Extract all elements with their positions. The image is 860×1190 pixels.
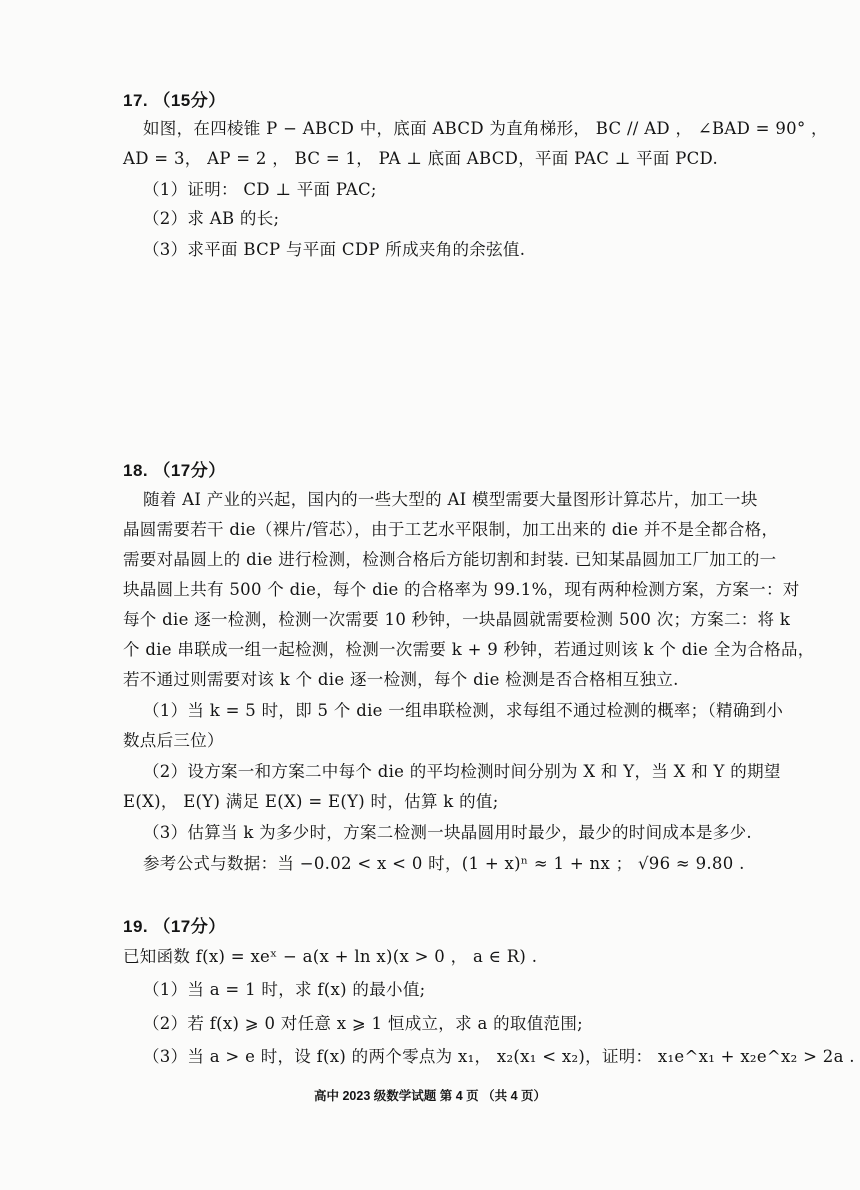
question-19-part-2: （2）若 f(x) ⩾ 0 对任意 x ⩾ 1 恒成立，求 a 的取值范围; xyxy=(143,1014,583,1033)
question-18-line: 若不通过则需要对该 k 个 die 逐一检测，每个 die 检测是否合格相互独立. xyxy=(123,670,679,689)
question-17-line: AD = 3， AP = 2 ， BC = 1， PA ⊥ 底面 ABCD，平面 PAC ⊥ 平面 PCD. xyxy=(123,149,719,168)
question-17-header: 17. （15分） xyxy=(123,91,226,110)
question-17-part-2: （2）求 AB 的长; xyxy=(143,209,280,228)
question-19-line: 已知函数 f(x) = xeˣ − a(x + ln x)(x > 0 ， a ∈ R) . xyxy=(123,947,538,966)
question-18-header: 18. （17分） xyxy=(123,461,226,480)
question-18-line: 随着 AI 产业的兴起，国内的一些大型的 AI 模型需要大量图形计算芯片，加工一块 xyxy=(143,490,758,509)
question-19-part-3: （3）当 a > e 时，设 f(x) 的两个零点为 x₁， x₂(x₁ < x₂)，证明： x₁e^x₁ + x₂e^x₂ > 2a . xyxy=(143,1047,855,1066)
question-18-line: E(X)， E(Y) 满足 E(X) = E(Y) 时，估算 k 的值; xyxy=(123,792,499,811)
question-18-line: 个 die 串联成一组一起检测，检测一次需要 k + 9 秒钟，若通过则该 k 个 die 全为合格品， xyxy=(123,640,815,659)
page-footer: 高中 2023 级数学试题 第 4 页 （共 4 页） xyxy=(314,1089,546,1103)
question-18-line: 每个 die 逐一检测，检测一次需要 10 秒钟，一块晶圆就需要检测 500 次；方案二：将 k xyxy=(123,610,791,629)
question-17-part-3: （3）求平面 BCP 与平面 CDP 所成夹角的余弦值. xyxy=(143,240,526,259)
question-17-part-1: （1）证明： CD ⊥ 平面 PAC; xyxy=(143,180,377,199)
question-18-reference: 参考公式与数据：当 −0.02 < x < 0 时，(1 + x)ⁿ ≈ 1 + nx ； √96 ≈ 9.80 . xyxy=(143,854,745,873)
question-18-line: 需要对晶圆上的 die 进行检测，检测合格后方能切割和封装. 已知某晶圆加工厂加工的一 xyxy=(123,550,777,569)
question-19-header: 19. （17分） xyxy=(123,917,226,936)
question-18-part-2: （2）设方案一和方案二中每个 die 的平均检测时间分别为 X 和 Y，当 X 和 Y 的期望 xyxy=(143,762,781,781)
question-18-part-1: （1）当 k = 5 时，即 5 个 die 一组串联检测，求每组不通过检测的概率；（精确到小 xyxy=(143,701,784,720)
question-19-part-1: （1）当 a = 1 时，求 f(x) 的最小值; xyxy=(143,980,426,999)
question-18-line: 数点后三位） xyxy=(123,731,224,750)
question-18-line: 晶圆需要若干 die（裸片/管芯），由于工艺水平限制，加工出来的 die 并不是全都合格， xyxy=(123,520,779,539)
question-18-part-3: （3）估算当 k 为多少时，方案二检测一块晶圆用时最少，最少的时间成本是多少. xyxy=(143,823,752,842)
question-17-line: 如图，在四棱锥 P − ABCD 中，底面 ABCD 为直角梯形， BC // AD ， ∠BAD = 90° ， xyxy=(143,119,828,138)
question-18-line: 块晶圆上共有 500 个 die，每个 die 的合格率为 99.1%，现有两种检测方案，方案一：对 xyxy=(123,580,800,599)
